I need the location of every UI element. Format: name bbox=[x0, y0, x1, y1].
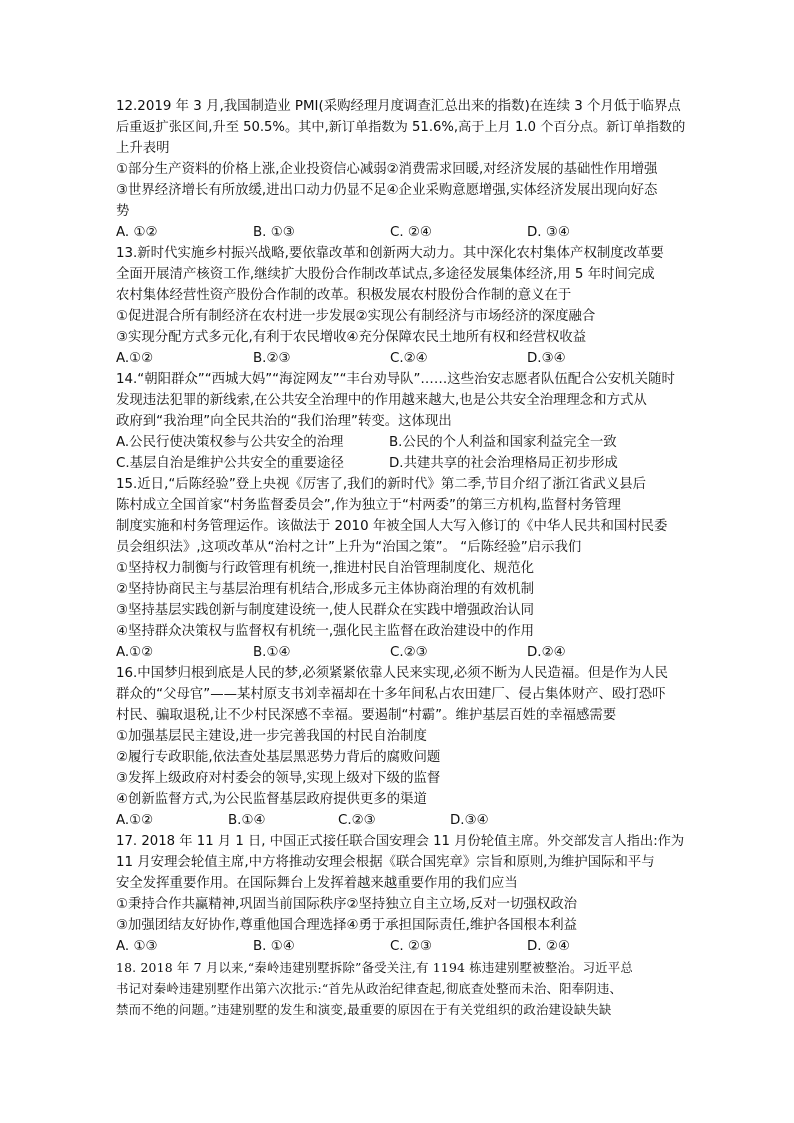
question-14 bbox=[116, 369, 688, 474]
q16-line-5: ②履行专政职能,依法查处基层黑恶势力背后的腐败问题 bbox=[116, 750, 441, 765]
q14-option-c: C.基层自治是维护公共安全的重要途径 bbox=[116, 456, 344, 471]
q12-option-b: B. ①③ bbox=[253, 225, 295, 240]
q15-options bbox=[116, 642, 688, 663]
q18-line-2: 书记对秦岭违建别墅作出第六次批示:“首先从政治纪律查起,彻底查处整而未治、阳奉阴违、 bbox=[116, 981, 623, 996]
q13-option-a: A.①② bbox=[116, 351, 154, 366]
question-15 bbox=[116, 474, 688, 663]
q17-option-a: A. ①③ bbox=[116, 939, 158, 954]
q14-option-a: A.公民行使决策权参与公共安全的治理 bbox=[116, 435, 344, 450]
q14-line-3: 政府到“我治理”向全民共治的“我们治理”转变。这体现出 bbox=[116, 414, 452, 429]
q18-line-3: 禁而不绝的问题。”违建别墅的发生和演变,最重要的原因在于有关党组织的政治建设缺失缺 bbox=[116, 1002, 612, 1017]
q13-option-d: D.③④ bbox=[527, 351, 566, 366]
q17-line-5: ③加强团结友好协作,尊重他国合理选择④勇于承担国际责任,维护各国根本利益 bbox=[116, 918, 578, 933]
q12-option-d: D. ③④ bbox=[527, 225, 570, 240]
q15-line-1: 15.近日,“后陈经验”登上央视《厉害了,我们的新时代》第二季,节目介绍了浙江省武义县后 bbox=[116, 477, 646, 492]
q16-option-b: B.①④ bbox=[228, 813, 266, 828]
q12-options bbox=[116, 222, 688, 243]
q15-option-c: C.②③ bbox=[390, 645, 428, 660]
q15-line-7: ③坚持基层实践创新与制度建设统一,使人民群众在实践中增强政治认同 bbox=[116, 603, 534, 618]
question-18 bbox=[116, 957, 688, 1020]
q16-option-a: A.①② bbox=[116, 813, 154, 828]
q12-line-6: 势 bbox=[116, 204, 130, 219]
q16-option-d: D.③④ bbox=[450, 813, 489, 828]
q12-line-5: ③世界经济增长有所放缓,进出口动力仍显不足④企业采购意愿增强,实体经济发展出现向好态 bbox=[116, 183, 658, 198]
exam-page bbox=[116, 96, 688, 1020]
q15-line-5: ①坚持权力制衡与行政管理有机统一,推进村民自治管理制度化、规范化 bbox=[116, 561, 534, 576]
q12-line-4: ①部分生产资料的价格上涨,企业投资信心减弱②消费需求回暖,对经济发展的基础性作用增强 bbox=[116, 162, 658, 177]
q12-line-1: 12.2019 年 3 月,我国制造业 PMI(采购经理月度调查汇总出来的指数)在连续 3 个月低于临界点 bbox=[116, 99, 681, 114]
q14-line-1: 14.“朝阳群众”“西城大妈”“海淀网友”“丰台劝导队”……这些治安志愿者队伍配合公安机关随时 bbox=[116, 372, 675, 387]
q15-line-2: 陈村成立全国首家“村务监督委员会”,作为独立于“村两委”的第三方机构,监督村务管理 bbox=[116, 498, 621, 513]
q15-line-3: 制度实施和村务管理运作。该做法于 2010 年被全国人大写入修订的《中华人民共和国村民委 bbox=[116, 519, 668, 534]
q17-option-c: C. ②③ bbox=[390, 939, 432, 954]
q14-line-2: 发现违法犯罪的新线索,在公共安全治理中的作用越来越大,也是公共安全治理理念和方式从 bbox=[116, 393, 647, 408]
q16-line-6: ③发挥上级政府对村委会的领导,实现上级对下级的监督 bbox=[116, 771, 441, 786]
q13-line-3: 农村集体经营性资产股份合作制的改革。积极发展农村股份合作制的意义在于 bbox=[116, 288, 572, 303]
q13-option-b: B.②③ bbox=[253, 351, 291, 366]
question-16 bbox=[116, 663, 688, 831]
q15-option-a: A.①② bbox=[116, 645, 154, 660]
q16-line-7: ④创新监督方式,为公民监督基层政府提供更多的渠道 bbox=[116, 792, 427, 807]
q15-option-d: D.②④ bbox=[527, 645, 566, 660]
q15-line-6: ②坚持协商民主与基层治理有机结合,形成多元主体协商治理的有效机制 bbox=[116, 582, 534, 597]
q12-line-3: 上升表明 bbox=[116, 141, 170, 156]
q14-options-row-1 bbox=[116, 432, 688, 453]
q13-line-4: ①促进混合所有制经济在农村进一步发展②实现公有制经济与市场经济的深度融合 bbox=[116, 309, 596, 324]
q17-line-4: ①秉持合作共赢精神,巩固当前国际秩序②坚持独立自主立场,反对一切强权政治 bbox=[116, 897, 578, 912]
q17-option-b: B. ①④ bbox=[253, 939, 295, 954]
q17-option-d: D. ②④ bbox=[527, 939, 570, 954]
question-13 bbox=[116, 243, 688, 369]
question-17 bbox=[116, 831, 688, 957]
q12-option-c: C. ②④ bbox=[390, 225, 432, 240]
q13-option-c: C.②④ bbox=[390, 351, 428, 366]
q16-option-c: C.②③ bbox=[338, 813, 376, 828]
q16-options bbox=[116, 810, 688, 831]
q13-line-1: 13.新时代实施乡村振兴战略,要依靠改革和创新两大动力。其中深化农村集体产权制度改革要 bbox=[116, 246, 664, 261]
q16-line-2: 群众的“父母官”——某村原支书刘幸福却在十多年间私占农田建厂、侵占集体财产、殴打恐吓 bbox=[116, 687, 666, 702]
q12-line-2: 后重返扩张区间,升至 50.5%。其中,新订单指数为 51.6%,高于上月 1.0 个百分点。新订单指数的 bbox=[116, 120, 686, 135]
q16-line-4: ①加强基层民主建设,进一步完善我国的村民自治制度 bbox=[116, 729, 427, 744]
q16-line-1: 16.中国梦归根到底是人民的梦,必须紧紧依靠人民来实现,必须不断为人民造福。但是作为人民 bbox=[116, 666, 669, 681]
q17-options bbox=[116, 936, 688, 957]
q17-line-1: 17. 2018 年 11 月 1 日, 中国正式接任联合国安理会 11 月份轮值主席。外交部发言人指出:作为 bbox=[116, 834, 685, 849]
q14-option-b: B.公民的个人利益和国家利益完全一致 bbox=[389, 435, 617, 450]
q13-line-5: ③实现分配方式多元化,有利于农民增收④充分保障农民土地所有权和经营权收益 bbox=[116, 330, 587, 345]
q14-option-d: D.共建共享的社会治理格局正初步形成 bbox=[389, 456, 618, 471]
q15-line-8: ④坚持群众决策权与监督权有机统一,强化民主监督在政治建设中的作用 bbox=[116, 624, 534, 639]
q18-line-1: 18. 2018 年 7 月以来,“秦岭违建别墅拆除”备受关注,有 1194 栋违建别墅被整治。习近平总 bbox=[116, 960, 633, 975]
q17-line-3: 安全发挥重要作用。在国际舞台上发挥着越来越重要作用的我们应当 bbox=[116, 876, 518, 891]
q12-option-a: A. ①② bbox=[116, 225, 158, 240]
q15-option-b: B.①④ bbox=[253, 645, 291, 660]
q15-line-4: 员会组织法》,这项改革从“治村之计”上升为“治国之策”。 “后陈经验”启示我们 bbox=[116, 540, 582, 555]
q13-line-2: 全面开展清产核资工作,继续扩大股份合作制改革试点,多途径发展集体经济,用 5 年时间完成 bbox=[116, 267, 655, 282]
question-12 bbox=[116, 96, 688, 243]
q16-line-3: 村民、骗取退税,让不少村民深感不幸福。要遏制“村霸”。维护基层百姓的幸福感需要 bbox=[116, 708, 617, 723]
q13-options bbox=[116, 348, 688, 369]
q14-options-row-2 bbox=[116, 453, 688, 474]
q17-line-2: 11 月安理会轮值主席,中方将推动安理会根据《联合国宪章》宗旨和原则,为维护国际和平与 bbox=[116, 855, 655, 870]
